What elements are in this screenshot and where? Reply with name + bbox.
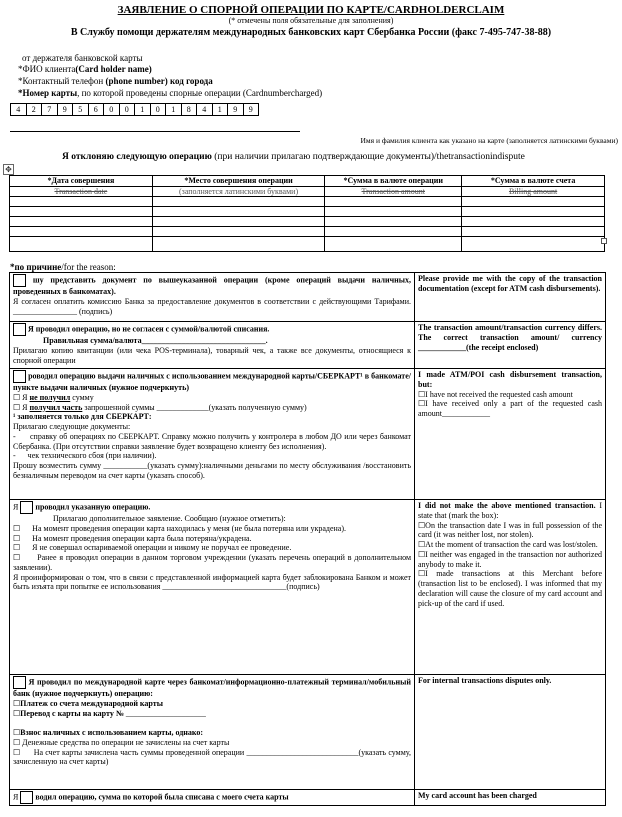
reason-4-1: На момент проведения операции карта находилась у меня (не была потеряна или украдена). (32, 523, 346, 533)
dispute-lead (62, 152, 525, 163)
reason-row-internal: Я проводил по международной карте через банкомат/информационно-платежный терминал/мобильный банк (нужное подчеркнуть) операцию: ☐Платеж со счета международной карты ☐Перевод с карты на карту № ____________________ ☐Взнос наличных с использованием карты, однако: ☐ Денежные средства по операции не зачислены на счет карты ☐ На счет карты зачислена часть суммы проведенной операции ____________________________(указать сумму, зачисленную на счет карты) For internal transactions disputes only. (10, 675, 606, 790)
reason-row-documents (10, 273, 606, 322)
cell-billing-hint[interactable] (462, 186, 605, 197)
fio-label (18, 64, 152, 75)
reason-5-opt2: Перевод с карты на карту № (20, 708, 124, 718)
reason-3-en-1-checkbox[interactable]: ☐ (418, 389, 426, 399)
reason-4-3-checkbox[interactable]: ☐ (13, 543, 21, 553)
reason-2-en: The transaction amount/transaction currency differs. The correct transaction amount/ currency ____________(the receipt enclosed) (415, 322, 606, 369)
reason-4-warn: Я проинформирован о том, что в связи с представленной информацией карта будет заблокирована Банком и может быть изъята при попытке ее использования _______________________________(подпись) (13, 572, 411, 592)
reason-3-en-1: I have not received the requested cash amount (425, 389, 573, 399)
reason-4-checkbox[interactable] (20, 501, 33, 514)
reason-5-sub2-checkbox[interactable]: ☐ (13, 747, 21, 757)
col-date-header: *Дата совершения (10, 176, 153, 187)
reason-3-en-2-checkbox[interactable]: ☐ (418, 399, 426, 409)
card-digit-cell[interactable]: 7 (42, 104, 58, 115)
fio-label-bold: (Card holder name) (75, 64, 152, 74)
reason-label-rest: /for the reason: (61, 262, 116, 272)
reason-3-li1: справку об операциях по СБЕРКАРТ. Справку можно получить у контролера в любом ДО или через банкомат Сбербанка. (При отсутствии справки заявление будет возвращено клиенту без исполнения). (13, 431, 412, 451)
reason-5-opt3: Взнос наличных с использованием карты, однако: (20, 728, 204, 737)
table-row[interactable] (10, 197, 605, 207)
card-digit-cell[interactable]: 8 (182, 104, 198, 115)
phone-label-bold: (phone number) код города (105, 76, 213, 86)
phone-label (18, 76, 213, 87)
reason-4-en-1: On the transaction date I was in full possession of the card (it was neither lost, nor stolen). (418, 520, 602, 540)
reason-4-2-checkbox[interactable]: ☐ (13, 533, 21, 543)
from-label: от держателя банковской карты (22, 53, 143, 63)
table-row[interactable] (10, 217, 605, 227)
reason-label-bold: *по причине (10, 262, 62, 272)
reason-1-body: Я согласен оплатить комиссию Банка за предоставление документов в соответствии с действующими Тарифами. ________________ (подпись) (13, 296, 411, 316)
reason-row-charged: Я водил операцию, сумма по которой была списана с моего счета карты My card account has been charged (10, 790, 606, 806)
reason-4-en-4-checkbox[interactable]: ☐ (418, 569, 426, 579)
card-number-field[interactable] (10, 103, 259, 116)
reason-5-opt3-checkbox[interactable]: ☐ (13, 728, 21, 737)
card-digit-cell[interactable]: 0 (120, 104, 136, 115)
reason-5-title: Я проводил по международной карте через банкомат/информационно-платежный терминал/мобильный банк (нужное подчеркнуть) операцию: (13, 677, 411, 698)
reason-5-en: For internal transactions disputes only. (415, 675, 606, 790)
reason-4-en-3-checkbox[interactable]: ☐ (418, 549, 426, 559)
col-place-header: *Место совершения операции (152, 176, 325, 187)
reason-3-en-title: I made ATM/POI cash disbursement transaction, but: (418, 370, 602, 389)
reason-4-en-1-checkbox[interactable]: ☐ (418, 520, 426, 530)
reason-3-en-2: I have received only a part of the requested cash amount____________ (418, 399, 602, 418)
reason-5-checkbox[interactable] (13, 676, 26, 689)
reason-4-4-checkbox[interactable]: ☐ (13, 553, 21, 562)
phone-label-prefix: *Контактный телефон (18, 76, 106, 86)
reason-1-title: шу представить документ по вышеуказанной операции (кроме операций выдачи наличных, проведенных в банкоматах). (13, 275, 412, 296)
card-digit-cell[interactable]: 1 (213, 104, 229, 115)
reason-1-checkbox[interactable] (13, 274, 26, 287)
reason-3-opt2-checkbox[interactable]: ☐ (13, 402, 21, 412)
card-digit-cell[interactable]: 5 (73, 104, 89, 115)
reason-4-en-2: At the moment of transaction the card was lost/stolen. (425, 540, 598, 549)
reason-3-opt1-bold: не получил (29, 392, 71, 402)
card-digit-cell[interactable]: 4 (197, 104, 213, 115)
card-digit-cell[interactable]: 2 (27, 104, 43, 115)
card-number-label (18, 88, 322, 99)
reason-4-4: Ранее я проводил операции в данном торговом учреждении (указать перечень операций в дополнительном заявлении). (13, 553, 412, 572)
table-resize-handle[interactable] (601, 238, 607, 244)
reason-row-not-made: Я проводил указанную операцию. Прилагаю дополнительное заявление. Сообщаю (нужное отметить): ☐ На момент проведения операции карта находилась у меня (не была потеряна или украдена). ☐ На момент проведения операции карта была потеряна/украдена. ☐ Я не совершал оспариваемой операции и никому не поручал ее проведение. ☐ Ранее я проводил операции в данном торговом учреждении (указать перечень операций в дополнительном заявлении). Я проинформирован о том, что в связи с представленной информацией карта будет заблокирована Банком и может быть изъята при попытке ее использования _______________________________(подпись) I did not make the above mentioned transaction. I state that (mark the box): ☐On the transaction date I was in full possession of the card (it was neither lost, nor stolen). ☐At the moment of transaction the card was lost/stolen. ☐I neither was engaged in the transaction nor authorized anybody to make it. ☐I made transactions at this Merchant before (transaction list to be enclosed). I was informed that my declaration will cause the closure of my card account and pick-up of the card if used. (10, 500, 606, 675)
billing-hint: Billing amount (508, 186, 558, 196)
reason-4-en-3: I neither was engaged in the transaction nor authorized anybody to make it. (418, 549, 602, 569)
cell-date-hint[interactable] (10, 186, 153, 197)
reason-3-title: роводил операцию выдачи наличных с использованием международной карты/СБЕРКАРТ¹ в банкомате/пункте выдачи наличных (нужное подчеркнуть) (13, 371, 411, 392)
reason-5-opt1: Платеж со счета международной карты (20, 698, 163, 708)
card-digit-cell[interactable]: 0 (104, 104, 120, 115)
fio-label-prefix: *ФИО клиента (18, 64, 76, 74)
table-move-handle-icon[interactable]: ✥ (3, 164, 14, 175)
dispute-lead-bold: Я отклоняю следующую операцию (62, 152, 212, 162)
card-digit-cell[interactable]: 9 (248, 105, 253, 114)
reason-6-checkbox[interactable] (20, 791, 33, 804)
reason-3-checkbox[interactable] (13, 370, 26, 383)
reason-3-note: ¹ заполняется только для СБЕРКАРТ: (13, 412, 152, 422)
reason-2-sub: Правильная сумма/валюта_______________________________. (43, 336, 268, 345)
reason-2-checkbox[interactable] (13, 323, 26, 336)
card-label-bold: *Номер карты (18, 88, 78, 98)
reason-6-ru: водил операцию, сумма по которой была списана с моего счета карты (35, 792, 289, 802)
required-note: (* отмечены поля обязательные для заполнения) (228, 16, 394, 25)
date-hint: Transaction date (54, 186, 108, 196)
reason-4-en-title: I did not make the above mentioned transaction. (418, 501, 596, 510)
reason-4-title: проводил указанную операцию. (35, 502, 151, 512)
reason-6-en: My card account has been charged (415, 790, 606, 806)
card-digit-cell[interactable]: 0 (151, 104, 167, 115)
reason-4-en-2-checkbox[interactable]: ☐ (418, 540, 426, 549)
reason-4-attach: Прилагаю дополнительное заявление. Сообщаю (нужное отметить): (53, 514, 286, 523)
card-digit-cell[interactable]: 1 (135, 104, 151, 115)
amount-hint: Transaction amount (361, 186, 425, 196)
reason-4-1-checkbox[interactable]: ☐ (13, 523, 21, 533)
cell-place-hint[interactable] (152, 186, 325, 197)
reason-4-en-state: I state that (mark the box): (418, 501, 602, 520)
card-digit-cell[interactable]: 1 (166, 104, 182, 115)
reason-3-refund: Прошу возместить сумму ___________(указать сумму):наличными деньгами по месту обслуживания /восстановить безналичным переводом на счет карты (указать способ). (13, 461, 411, 480)
form-title: ЗАЯВЛЕНИЕ О СПОРНОЙ ОПЕРАЦИИ ПО КАРТЕ/CARDHOLDERCLAIM (117, 4, 505, 16)
reason-3-opt2-rest: запрошенной суммы _____________(указать полученную сумму) (82, 402, 307, 412)
table-row[interactable] (10, 227, 605, 237)
col-amount-header: *Сумма в валюте операции (325, 176, 462, 187)
card-digit-cell[interactable]: 9 (58, 104, 74, 115)
transaction-table (9, 175, 605, 252)
reason-3-opt1-checkbox[interactable]: ☐ (13, 392, 21, 402)
reasons-table (9, 272, 606, 806)
reason-3-attach: Прилагаю следующие документы: (13, 422, 131, 431)
service-line: В Службу помощи держателям международных банковских карт Сбербанка России (факс 7-495-747-38-88) (70, 27, 552, 38)
reason-5-opt2-checkbox[interactable]: ☐ (13, 708, 21, 718)
reason-1-en: Please provide me with the copy of the transaction documentation (except for ATM cash disbursements). (415, 273, 606, 322)
name-hint: Имя и фамилия клиента как указано на карте (заполняется латинскими буквами) (360, 136, 618, 145)
card-digit-cell[interactable]: 6 (89, 104, 105, 115)
reason-5-sub2: На счет карты зачислена часть суммы проведенной операции ____________________________(указать сумму, зачисленную на счет карты) (13, 747, 411, 767)
table-row[interactable] (10, 207, 605, 217)
place-hint: (заполняется латинскими буквами) (179, 186, 299, 196)
reason-row-amount (10, 322, 606, 369)
dispute-lead-rest: (при наличии прилагаю подтверждающие документы)/thetransactionindispute (211, 152, 525, 162)
reason-5-sub1-checkbox[interactable]: ☐ (13, 737, 21, 747)
reason-2-title: Я проводил операцию, но не согласен с суммой/валютой списания. (28, 324, 270, 334)
reason-4-3: Я не совершал оспариваемой операции и никому не поручал ее проведение. (32, 543, 292, 553)
reason-3-li2: чек технического сбоя (при наличии). (27, 451, 157, 461)
reason-3-opt1-rest: сумму (70, 392, 94, 402)
reason-4-2: На момент проведения операции карта была потеряна/украдена. (32, 533, 252, 543)
reason-5-opt1-checkbox[interactable]: ☐ (13, 698, 21, 708)
cell-amount-hint[interactable] (325, 186, 462, 197)
card-label-rest: , по которой проведены спорные операции (Cardnumbercharged) (77, 88, 323, 98)
name-line[interactable] (10, 131, 300, 132)
reason-row-cash: роводил операцию выдачи наличных с использованием международной карты/СБЕРКАРТ¹ в банкомате/пункте выдачи наличных (нужное подчеркнуть) ☐ Я не получил сумму ☐ Я получил часть запрошенной суммы _____________(указать полученную сумму) ¹ заполняется только для СБЕРКАРТ: Прилагаю следующие документы: - справку об операциях по СБЕРКАРТ. Справку можно получить у контролера в любом ДО или через банкомат Сбербанка. (При отсутствии справки заявление будет возвращено клиенту без исполнения). - чек технического сбоя (при наличии). Прошу возместить сумму ___________(указать сумму):наличными деньгами по месту обслуживания /восстановить безналичным переводом на счет карты (указать способ). I made ATM/POI cash disbursement transaction, but: ☐I have not received the requested cash amount ☐I have received only a part of the requested cash amount____________ (10, 369, 606, 500)
col-billing-header: *Сумма в валюте счета (462, 176, 605, 187)
reason-2-body: Прилагаю копию квитанции (или чека POS-терминала), товарный чек, а также все документы, относящиеся к спорной операции (13, 345, 411, 365)
table-row[interactable] (10, 237, 605, 252)
card-digit-cell[interactable]: 9 (228, 104, 244, 115)
reason-4-en-4: I made transactions at this Merchant before (transaction list to be enclosed). I was informed that my declaration will cause the closure of my card account and pick-up of the card if used. (418, 569, 602, 608)
reason-3-opt2-bold: получил часть (29, 402, 83, 412)
card-digit-cell[interactable]: 4 (11, 104, 27, 115)
reason-5-sub1: Денежные средства по операции не зачислены на счет карты (22, 737, 230, 747)
